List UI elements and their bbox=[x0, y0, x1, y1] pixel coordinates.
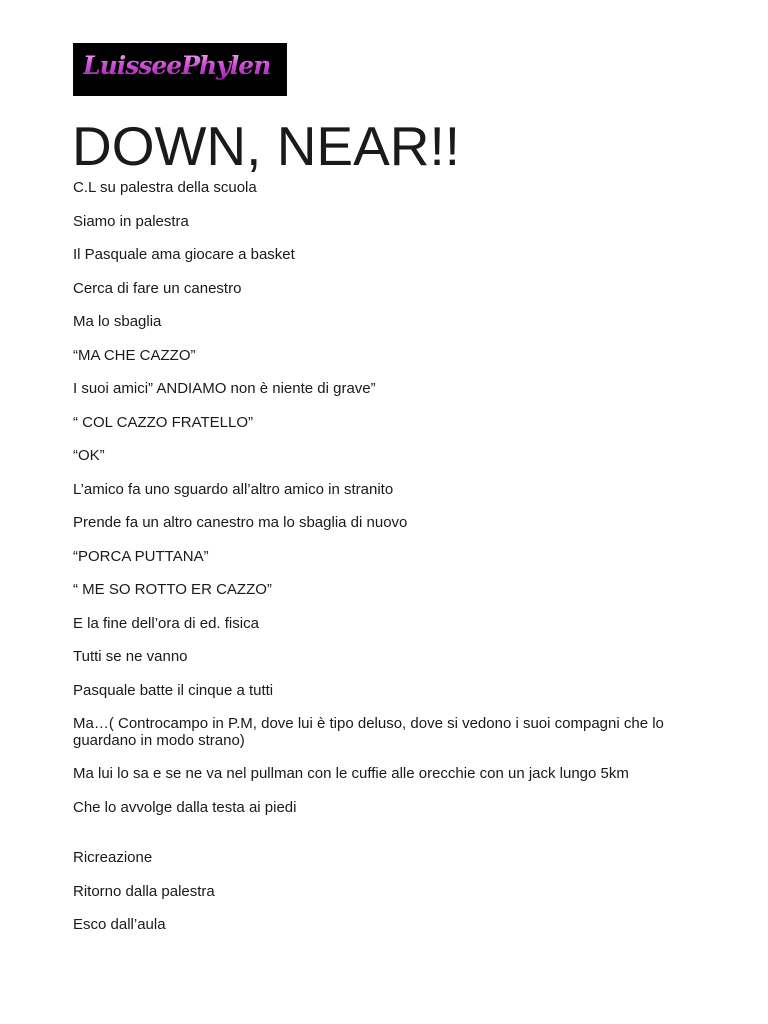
script-line: Esco dall’aula bbox=[73, 916, 166, 933]
script-line: Che lo avvolge dalla testa ai piedi bbox=[73, 798, 297, 816]
script-line: C.L su palestra della scuola bbox=[73, 179, 257, 196]
script-line: Ma lui lo sa e se ne va nel pullman con le cuffie alle orecchie con un jack lungo 5km bbox=[73, 765, 629, 782]
script-line: Siamo in palestra bbox=[73, 212, 189, 230]
script-line: “MA CHE CAZZO” bbox=[73, 346, 196, 364]
logo-banner bbox=[73, 43, 287, 96]
script-line: Ma…( Controcampo in P.M, dove lui è tipo deluso, dove si vedono i suoi compagni che lo guardano in modo strano) bbox=[73, 715, 664, 749]
script-line: Ma lo sbaglia bbox=[73, 313, 162, 330]
document-title: DOWN, NEAR!! bbox=[72, 115, 461, 177]
script-line: L’amico fa uno sguardo all’altro amico in stranito bbox=[73, 480, 394, 498]
script-line: “PORCA PUTTANA” bbox=[73, 547, 209, 565]
script-line: Ricreazione bbox=[73, 849, 153, 866]
script-line: Cerca di fare un canestro bbox=[73, 279, 242, 297]
script-line: Pasquale batte il cinque a tutti bbox=[73, 681, 274, 699]
script-line: “OK” bbox=[73, 447, 105, 464]
script-line: Il Pasquale ama giocare a basket bbox=[73, 246, 295, 263]
script-line: E la fine dell’ora di ed. fisica bbox=[73, 614, 259, 632]
script-line: Ritorno dalla palestra bbox=[73, 882, 215, 900]
script-line: I suoi amici” ANDIAMO non è niente di grave” bbox=[73, 380, 376, 397]
script-line: “ COL CAZZO FRATELLO” bbox=[73, 413, 254, 431]
script-line: Tutti se ne vanno bbox=[73, 648, 188, 665]
logo-text: LuisseePhylen bbox=[83, 51, 271, 80]
script-line: Prende fa un altro canestro ma lo sbaglia di nuovo bbox=[73, 514, 408, 531]
script-line: “ ME SO ROTTO ER CAZZO” bbox=[73, 581, 272, 598]
script-body bbox=[73, 179, 713, 950]
